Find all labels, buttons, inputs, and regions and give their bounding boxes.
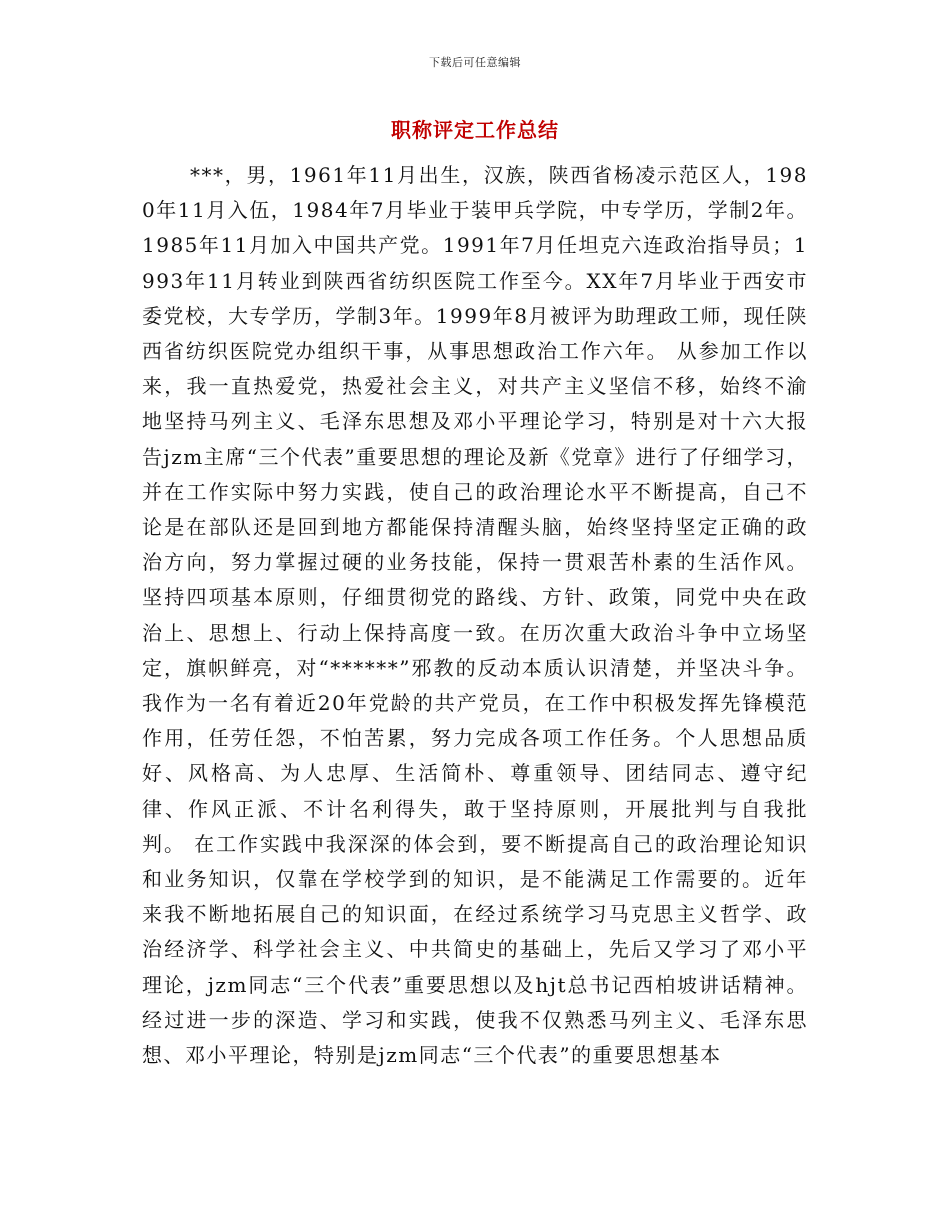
header-note: 下载后可任意编辑 <box>429 56 521 69</box>
document-body-paragraph: ***，男，1961年11月出生，汉族，陕西省杨凌示范区人，1980年11月入伍，1984年7月毕业于装甲兵学院，中专学历，学制2年。1985年11月加入中国共产党。1991年7月任坦克六连政治指导员；1993年11月转业到陕西省纺织医院工作至今。XX年7月毕业于西安市委党校，大专学历，学制3年。1999年8月被评为助理政工师，现任陕西省纺织医院党办组织干事，从事思想政治工作六年。 从参加工作以来，我一直热爱党，热爱社会主义，对共产主义坚信不移，始终不渝地坚持马列主义、毛泽东思想及邓小平理论学习，特别是对十六大报告jzm主席“三个代表”重要思想的理论及新《党章》进行了仔细学习，并在工作实际中努力实践，使自己的政治理论水平不断提高，自己不论是在部队还是回到地方都能保持清醒头脑，始终坚持坚定正确的政治方向，努力掌握过硬的业务技能，保持一贯艰苦朴素的生活作风。坚持四项基本原则，仔细贯彻党的路线、方针、政策，同党中央在政治上、思想上、行动上保持高度一致。在历次重大政治斗争中立场坚定，旗帜鲜亮，对“******”邪教的反动本质认识清楚，并坚决斗争。我作为一名有着近20年党龄的共产党员，在工作中积极发挥先锋模范作用，任劳任怨，不怕苦累，努力完成各项工作任务。个人思想品质好、风格高、为人忠厚、生活简朴、尊重领导、团结同志、遵守纪律、作风正派、不计名利得失，敢于坚持原则，开展批判与自我批判。 在工作实践中我深深的体会到，要不断提高自己的政治理论知识和业务知识，仅靠在学校学到的知识，是不能满足工作需要的。近年来我不断地拓展自己的知识面，在经过系统学习马克思主义哲学、政治经济学、科学社会主义、中共简史的基础上，先后又学习了邓小平理论，jzm同志“三个代表”重要思想以及hjt总书记西柏坡讲话精神。经过进一步的深造、学习和实践，使我不仅熟悉马列主义、毛泽东思想、邓小平理论，特别是jzm同志“三个代表”的重要思想基本 <box>142 163 808 1068</box>
document-title: 职称评定工作总结 <box>391 118 559 142</box>
